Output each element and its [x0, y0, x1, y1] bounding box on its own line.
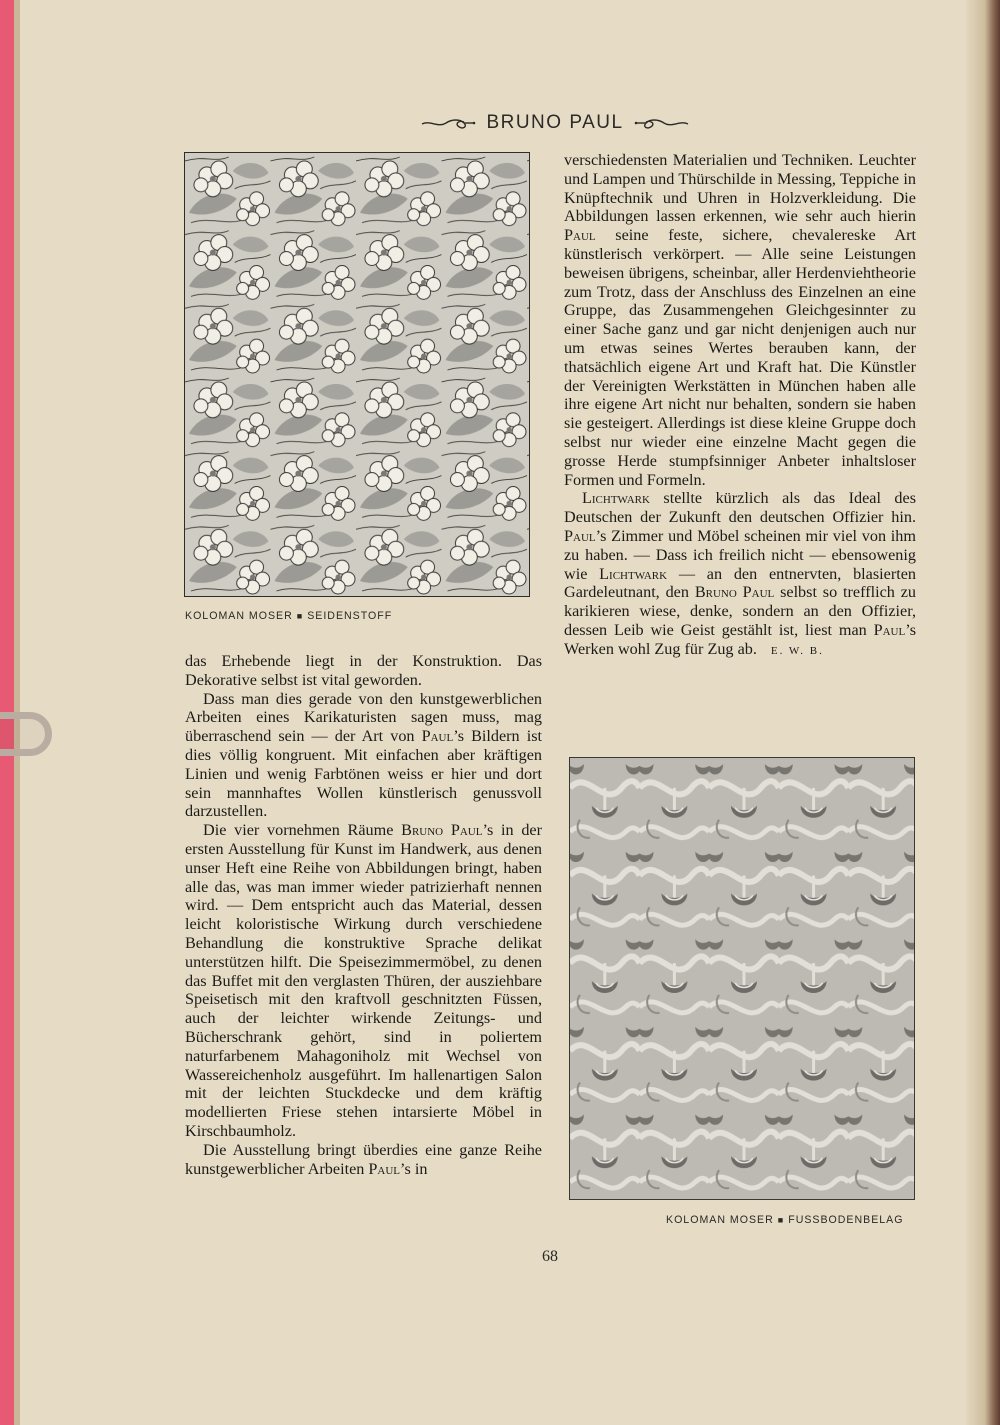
person-name: Bruno Paul	[694, 583, 775, 602]
person-name: Paul	[564, 526, 596, 545]
caption-artist: KOLOMAN MOSER	[185, 610, 293, 622]
text-run: ’s in der ersten Ausstellung für Kunst im Handwerk, aus denen unser Heft eine Reihe von Abbildungen bringt, haben alle das, was man immer wieder patrizierhaft nennen wird. — Dem entspricht auch das Material, dessen leicht koloristische Wirkung durch verschiedene Behandlung die konstruktive Sprache delikat unterstützen hilft. Die Speisezimmermöbel, zu denen das Buffet mit den verglasten Thüren, der ausziehbare Speisetisch mit den kraftvoll geschnitzten Füssen, auch der leichter wirkende Zeitungs- und Bücherschrank gehört, sind in poliertem naturfarbenem Mahagoniholz mit Wechsel von Wassereichenholz ausgeführt. Im hallenartigen Salon mit der leichten Stuckdecke und dem kräftig modellierten Friese stehen intarsierte Möbel in Kirschbaumholz.	[185, 821, 542, 1140]
person-name: Lichtwark	[582, 489, 650, 508]
text-run: selbst so trefflich zu karikieren wiese, denke, sondern an den Offizier, dessen Leib wie Geist gestählt ist, liest man	[564, 583, 916, 639]
right-text-column	[564, 151, 916, 661]
text-run: Dass man dies gerade von den kunstgewerblichen Arbeiten eines Karikaturisten sagen muss, mag überraschend sein — der Art von	[185, 689, 542, 746]
person-name: Paul	[873, 620, 906, 639]
author-signature: E. W. B.	[770, 644, 824, 657]
tulip-carpet-pattern-icon	[570, 758, 914, 1199]
caption-separator-icon: ■	[296, 611, 304, 621]
page-curl-edge	[966, 0, 1000, 1425]
paragraph	[185, 690, 542, 822]
text-run: Die Ausstellung bringt überdies eine ganze Reihe kunstgewerblicher Arbeiten	[185, 1140, 542, 1178]
figure-caption-floor	[666, 1214, 903, 1226]
text-run: Die vier vornehmen Räume	[203, 821, 402, 840]
text-run: seine feste, sichere, chevalereske Art künstlerisch verkörpert. — Alle seine Leistungen beweisen übrigens, scheinbar, aller Herdenviehtheorie zum Trotz, dass der Anschluss des Einzelnen an eine Gruppe, das Zusammengehen Gleichgesinnter zu einer Sache ganz und gar nicht denjenigen auch nur um etwas seines Wertes berauben kann, der thatsächlich eigene Art und Kraft hat. Die Künstler der Vereinigten Werkstätten in München haben alle ihre eigene Art nicht nur behalten, sondern sie haben sie gesteigert. Allerdings ist diese kleine Gruppe doch selbst nur wieder eine einzelne Macht gegen die grosse Herde stumpfsinniger Anbeter inhaltsloser Formen und Formeln.	[564, 226, 916, 489]
paragraph	[185, 821, 542, 1141]
figure-silk-fabric	[184, 152, 530, 597]
floral-silk-pattern-icon	[185, 153, 529, 596]
right-ornament-icon	[634, 114, 690, 132]
paragraph	[185, 1141, 542, 1179]
paragraph	[564, 151, 916, 489]
text-run: verschiedensten Materialien und Techniken. Leuchter und Lampen und Thürschilde in Messing, Teppiche in Knüpftechnik und Uhren in Holzverkleidung. Die Abbildungen lassen erkennen, wie sehr auch hierin	[564, 151, 916, 226]
caption-subject: FUSSBODENBELAG	[788, 1214, 904, 1226]
person-name: Paul	[564, 226, 596, 245]
text-run: ’s Bildern ist dies völlig kongruent. Mit einfachen aber kräftigen Linien und wenig Farbtönen weiss er hier und dort sein mannhaftes Wollen künstlerisch genussvoll darzustellen.	[185, 727, 542, 821]
figure-floor-covering	[569, 757, 915, 1200]
person-name: Paul	[421, 727, 454, 746]
text-run: stellte kürzlich als das Ideal des Deutschen der Zukunft den deutschen Offizier hin.	[564, 489, 916, 527]
person-name: Lichtwark	[599, 564, 668, 583]
text-run: ’s Werken wohl Zug für Zug ab.	[564, 620, 916, 658]
page-number: 68	[542, 1248, 558, 1265]
page-title: BRUNO PAUL	[486, 112, 624, 133]
text-run: ’s in	[400, 1159, 428, 1178]
person-name: Bruno Paul	[401, 821, 483, 840]
caption-separator-icon: ■	[777, 1215, 785, 1225]
paragraph	[564, 489, 916, 660]
left-ornament-icon	[420, 114, 476, 132]
paragraph: das Erhebende liegt in der Konstruktion. Das Dekorative selbst ist vital geworden.	[185, 652, 542, 689]
person-name: Paul	[368, 1159, 401, 1178]
left-text-column	[185, 652, 542, 1178]
text-run: — an den entnervten, blasierten Gardeleutnant, den	[564, 564, 917, 602]
text-run: ’s Zimmer und Möbel scheinen mir viel von ihm zu haben. — Dass ich freilich nicht — ebensowenig wie	[564, 526, 916, 583]
paper-clip-icon	[0, 712, 52, 756]
caption-subject: SEIDENSTOFF	[307, 610, 393, 622]
figure-caption-silk	[185, 610, 392, 622]
running-head	[400, 108, 710, 138]
caption-artist: KOLOMAN MOSER	[666, 1214, 774, 1226]
